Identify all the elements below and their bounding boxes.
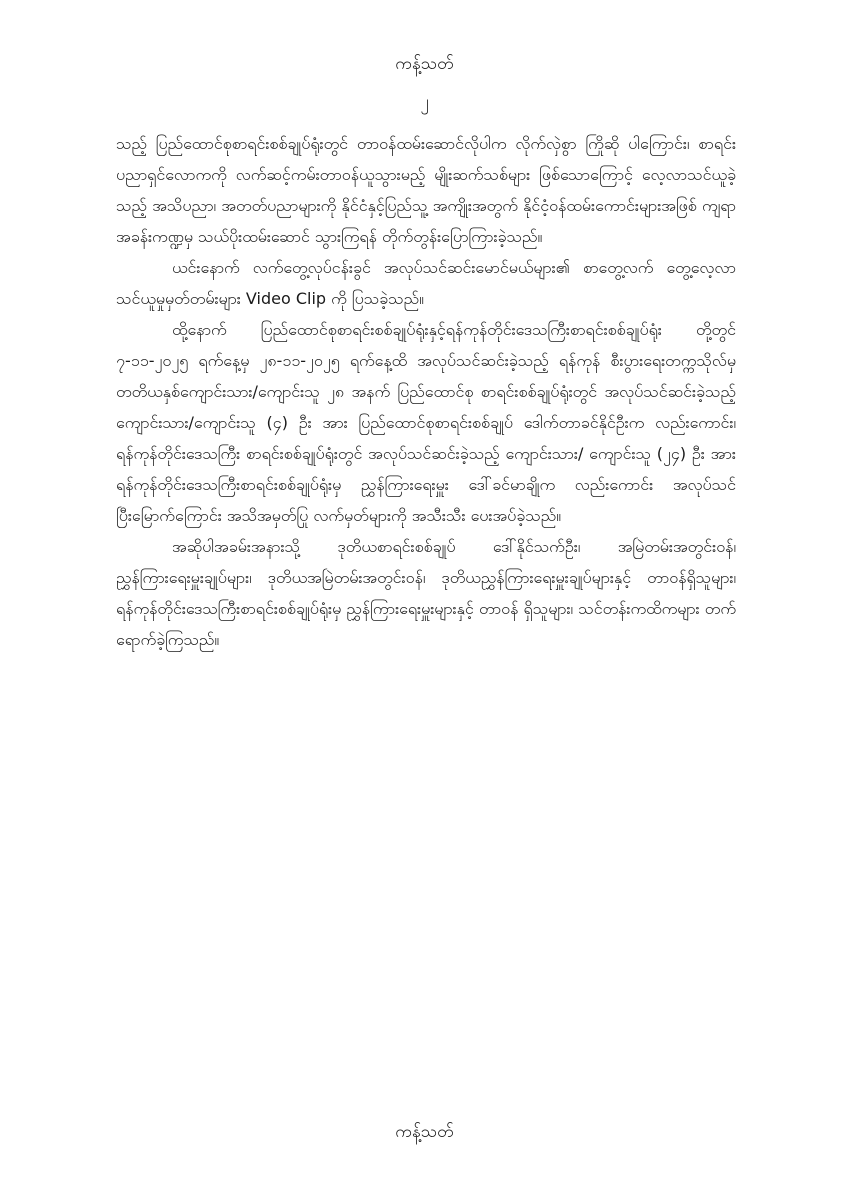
paragraph: သည့် ပြည်ထောင်စုစာရင်းစစ်ချုပ်ရုံးတွင် တာဝန်ထမ်းဆောင်လိုပါက လိုက်လှဲစွာ ကြိုဆို ပါကြောင်း၊ စာရင်းပညာရှင်လောကကို လက်ဆင့်ကမ်းတာဝန်ယူသွားမည့် မျိုးဆက်သစ်များ ဖြစ်သောကြောင့် လေ့လာသင်ယူခဲ့သည့် အသိပညာ၊ အတတ်ပညာများကို နိုင်ငံနှင့်ပြည်သူ့ အကျိုးအတွက် နိုင်ငံ့ဝန်ထမ်းကောင်းများအဖြစ် ကျရာအခန်းကဏ္ဍမှ သယ်ပိုးထမ်းဆောင် သွားကြရန် တိုက်တွန်းပြောကြားခဲ့သည်။ xyxy=(116,134,736,246)
paragraph: အဆိုပါအခမ်းအနားသို့ ဒုတိယစာရင်းစစ်ချုပ် ဒေါ်နိုင်သက်ဦး၊ အမြဲတမ်းအတွင်းဝန်၊ ညွှန်ကြားရေးမှူးချုပ်များ၊ ဒုတိယအမြဲတမ်းအတွင်းဝန်၊ ဒုတိယညွှန်ကြားရေးမှူးချုပ်များနှင့် တာဝန်ရှိသူများ၊ ရန်ကုန်တိုင်းဒေသကြီးစာရင်းစစ်ချုပ်ရုံးမှ ညွှန်ကြားရေးမှူးများနှင့် တာဝန် ရှိသူများ၊ သင်တန်းကထိကများ တက်ရောက်ခဲ့ကြသည်။ xyxy=(116,537,736,649)
paragraph: ယင်းနောက် လက်တွေ့လုပ်ငန်းခွင် အလုပ်သင်ဆင်းမောင်မယ်များ၏ စာတွေ့လက် တွေ့လေ့လာသင်ယူမှုမှတ်တမ်းများ Video Clip ကို ပြသခဲ့သည်။ xyxy=(116,258,736,308)
document-body xyxy=(116,128,736,655)
paragraph: ထို့နောက် ပြည်ထောင်စုစာရင်းစစ်ချုပ်ရုံးနှင့်ရန်ကုန်တိုင်းဒေသကြီးစာရင်းစစ်ချုပ်ရုံး တို့တွင် ၇-၁၁-၂၀၂၅ ရက်နေ့မှ ၂၈-၁၁-၂၀၂၅ ရက်နေ့ထိ အလုပ်သင်ဆင်းခဲ့သည့် ရန်ကုန် စီးပွားရေးတက္ကသိုလ်မှ တတိယနှစ်ကျောင်းသား/ကျောင်းသူ ၂၈ အနက် ပြည်ထောင်စု စာရင်းစစ်ချုပ်ရုံးတွင် အလုပ်သင်ဆင်းခဲ့သည့် ကျောင်းသား/ကျောင်းသူ (၄) ဦး အား ပြည်ထောင်စုစာရင်းစစ်ချုပ် ဒေါက်တာခင်နိုင်ဦးက လည်းကောင်း၊ ရန်ကုန်တိုင်းဒေသကြီး စာရင်းစစ်ချုပ်ရုံးတွင် အလုပ်သင်ဆင်းခဲ့သည့် ကျောင်းသား/ ကျောင်းသူ (၂၄) ဦး အား ရန်ကုန်တိုင်းဒေသကြီးစာရင်းစစ်ချုပ်ရုံးမှ ညွှန်ကြားရေးမှူး ဒေါ်ခင်မာချိုက လည်းကောင်း အလုပ်သင်ပြီးမြောက်ကြောင်း အသိအမှတ်ပြု လက်မှတ်များကို အသီးသီး ပေးအပ်ခဲ့သည်။ xyxy=(116,320,736,525)
classification-header: ကန့်သတ် xyxy=(395,54,454,74)
classification-footer: ကန့်သတ် xyxy=(395,1122,454,1142)
page-number: ၂ xyxy=(420,92,429,112)
